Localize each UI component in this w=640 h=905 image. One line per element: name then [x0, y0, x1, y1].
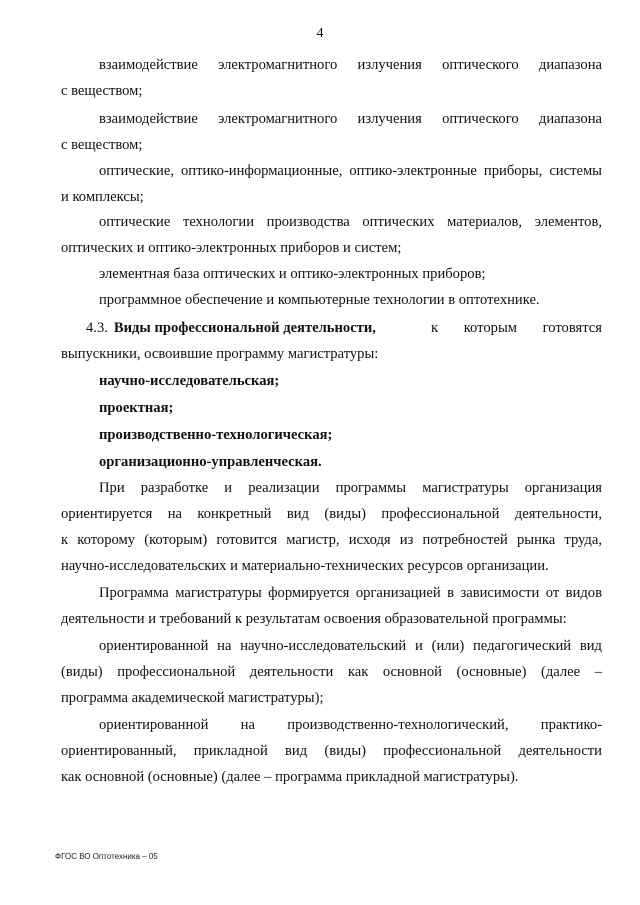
section-heading-line: [86, 319, 602, 337]
paragraph-line: взаимодействие электромагнитного излучения оптического диапазона: [99, 111, 602, 127]
paragraph-line: ориентированной на производственно-технологический, практико-: [99, 717, 602, 733]
activity-type: научно-исследовательская;: [99, 373, 280, 389]
paragraph-line: Программа магистратуры формируется организацией в зависимости от видов: [99, 585, 602, 601]
paragraph-line: (виды) профессиональной деятельности как основной (основные) (далее –: [61, 664, 602, 680]
activity-type: организационно-управленческая.: [99, 454, 322, 470]
section-heading: Виды профессиональной деятельности,: [113, 320, 376, 336]
paragraph-line: научно-исследовательских и материально-технических ресурсов организации.: [61, 558, 549, 574]
paragraph-line: оптические, оптико-информационные, оптико-электронные приборы, системы: [99, 163, 602, 179]
paragraph-line: деятельности и требований к результатам освоения образовательной программы:: [61, 611, 567, 627]
activity-type: проектная;: [99, 400, 174, 416]
paragraph-line: оптические технологии производства оптических материалов, элементов,: [99, 214, 602, 230]
section-number-and-heading: [86, 319, 407, 337]
paragraph-line: ориентируется на конкретный вид (виды) профессиональной деятельности,: [61, 506, 602, 522]
paragraph-line: При разработке и реализации программы магистратуры организация: [99, 480, 602, 496]
paragraph-line: элементная база оптических и оптико-электронных приборов;: [99, 266, 486, 282]
paragraph-line: программное обеспечение и компьютерные технологии в оптотехнике.: [99, 292, 540, 308]
page-number: 4: [316, 26, 324, 41]
paragraph-line: выпускники, освоившие программу магистратуры:: [61, 346, 379, 362]
paragraph-line: ориентированный, прикладной вид (виды) профессиональной деятельности: [61, 743, 602, 759]
section-heading-rest: к которым готовятся: [430, 320, 602, 336]
paragraph-line: программа академической магистратуры);: [61, 690, 324, 706]
section-number: 4.3.: [86, 320, 108, 336]
paragraph-line: с веществом;: [61, 137, 143, 153]
paragraph-line: взаимодействие электромагнитного излучения оптического диапазона: [99, 57, 602, 73]
paragraph-line: к которому (которым) готовится магистр, исходя из потребностей рынка труда,: [61, 532, 602, 548]
activity-type: производственно-технологическая;: [99, 427, 333, 443]
paragraph-line: как основной (основные) (далее – программа прикладной магистратуры).: [61, 769, 519, 785]
paragraph-line: ориентированной на научно-исследовательский и (или) педагогический вид: [99, 638, 602, 654]
page-footer: ФГОС ВО Оптотехника – 05: [55, 852, 158, 861]
paragraph-line: с веществом;: [61, 83, 143, 99]
paragraph-line: оптических и оптико-электронных приборов и систем;: [61, 240, 402, 256]
paragraph-line: и комплексы;: [61, 189, 144, 205]
